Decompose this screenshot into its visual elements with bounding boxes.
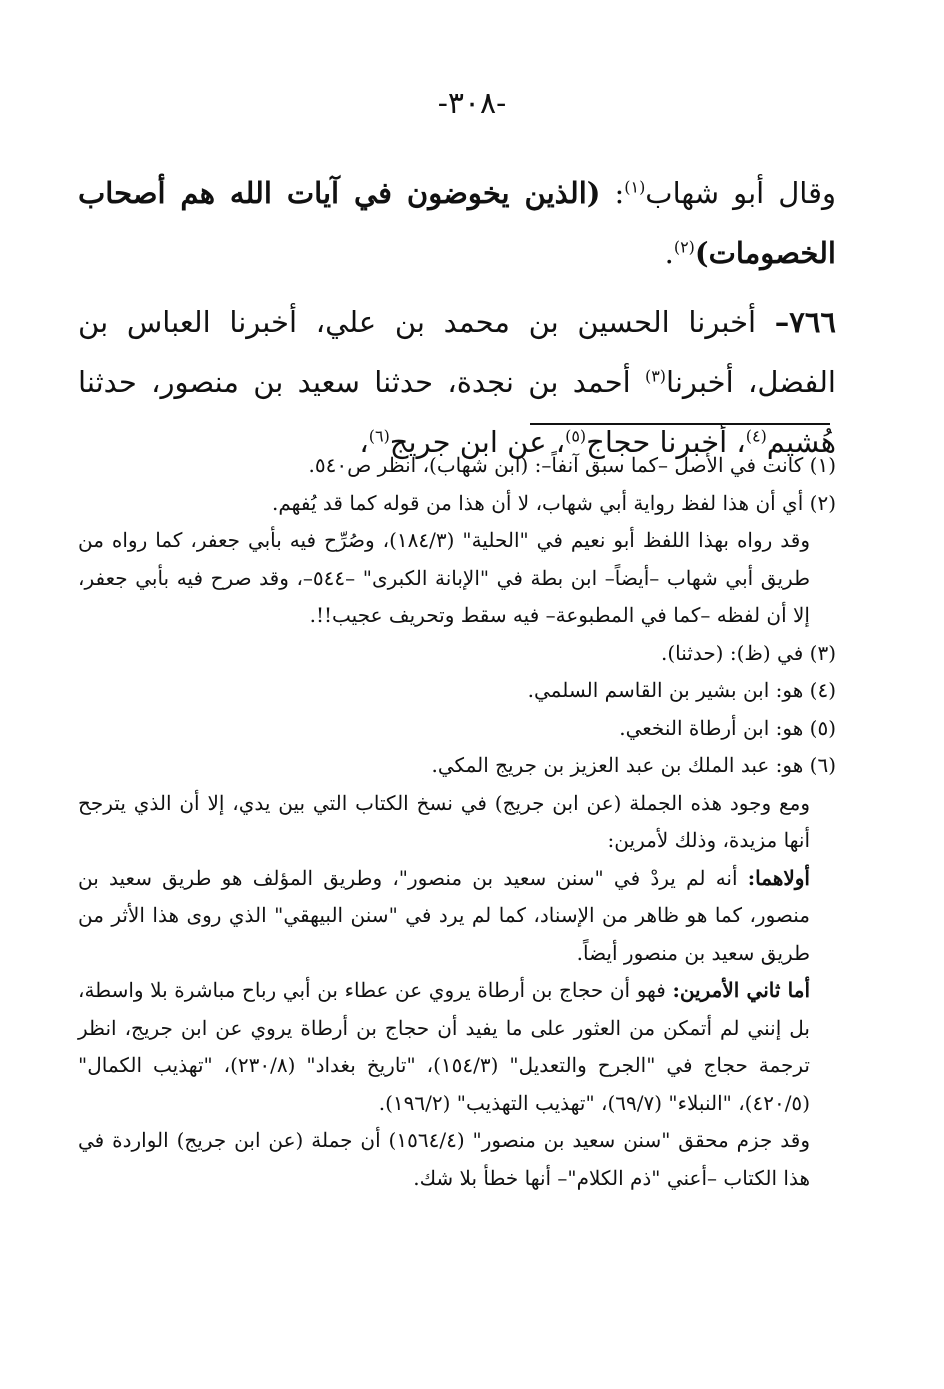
footnote-ref-1: (١) — [624, 177, 646, 197]
footnotes — [78, 447, 836, 1197]
isnad-part-1: أخبرنا الحسين بن محمد بن علي، أخبرنا العباس بن الفضل، أخبرنا — [78, 305, 836, 399]
first-reason-label: أولاهما: — [747, 865, 810, 890]
footnote-6-paragraph-1: ومع وجود هذه الجملة (عن ابن جريج) في نسخ الكتاب التي بين يدي، إلا أن الذي يترجح أنها مزيدة، وذلك لأمرين: — [78, 790, 810, 852]
footnote-1: (١) كانت في الأصل –كما سبق آنفاً–: (ابن شهاب)، انظر ص٥٤٠. — [308, 453, 836, 477]
footnote-4: (٤) هو: ابن بشير بن القاسم السلمي. — [527, 678, 836, 702]
colon: : — [600, 176, 625, 210]
quote-paragraph — [78, 163, 836, 283]
hadith-paragraph — [78, 292, 836, 472]
footnote-6-paragraph-3 — [78, 972, 836, 1122]
hadith-block — [78, 292, 836, 472]
footnote-separator — [530, 423, 830, 425]
footnote-6: (٦) هو: عبد الملك بن عبد العزيز بن جريج المكي. — [431, 753, 836, 777]
footnote-ref-4: (٤) — [745, 426, 767, 446]
isnad-part-5: ، — [359, 425, 369, 459]
footnote-3: (٣) في (ظ): (حدثنا). — [660, 640, 836, 665]
footnote-ref-5: (٥) — [565, 426, 587, 446]
isnad-part-2: أحمد بن نجدة، حدثنا سعيد بن منصور، حدثنا هُشيم — [78, 365, 836, 459]
footnote-ref-6: (٦) — [368, 426, 390, 446]
second-reason-text: فهو أن حجاج بن أرطاة يروي عن عطاء بن أبي رباح مباشرة بلا واسطة، بل إنني لم أتمكن من العثور على ما يفيد أن حجاج بن أرطاة يروي عن ابن جريج، انظر ترجمة حجاج في "الجرح والتعديل" (١٥٤/٣)، "تاريخ بغداد" (٢٣٠/٨)، "تهذيب الكمال" (٤٢٠/٥)، "النبلاء" (٦٩/٧)، "تهذيب التهذيب" (١٩٦/٢). — [78, 978, 810, 1115]
quoted-saying: (الذين يخوضون في آيات الله هم أصحاب الخصومات) — [78, 176, 836, 270]
footnote-5: (٥) هو: ابن أرطاة النخعي. — [619, 715, 836, 740]
footnote-2-continuation: وقد رواه بهذا اللفظ أبو نعيم في "الحلية" (١٨٤/٣)، وصُرِّح فيه بأبي جعفر، كما رواه من طريق أبي شهاب –أيضاً– ابن بطة في "الإبانة الكبرى" –٥٤٤–، وقد صرح فيه بأبي جعفر، إلا أن لفظه –كما في المطبوعة– فيه سقط وتحريف عجيب!!. — [78, 528, 810, 627]
first-reason-text: أنه لم يردْ في "سنن سعيد بن منصور"، وطريق المؤلف هو طريق سعيد بن منصور، كما هو ظاهر من الإسناد، كما لم يرد في "سنن البيهقي" الذي روى هذا الأثر من طريق سعيد بن منصور أيضاً. — [78, 865, 810, 965]
isnad-part-4: ، عن ابن جريج — [389, 425, 566, 459]
footnote-6-paragraph-4: وقد جزم محقق "سنن سعيد بن منصور" (١٥٦٤/٤) أن جملة (عن ابن جريج) الواردة في هذا الكتاب –أعني "ذم الكلام"– أنها خطأ بلا شك. — [78, 1128, 810, 1190]
isnad-part-3: ، أخبرنا حجاج — [586, 425, 746, 459]
footnote-ref-2: (٢) — [673, 237, 695, 257]
footnote-6-paragraph-2 — [78, 860, 836, 973]
footnote-ref-3: (٣) — [645, 366, 666, 386]
hadith-number: ٧٦٦– — [774, 305, 836, 339]
main-text — [78, 163, 836, 283]
second-reason-label: أما ثاني الأمرين: — [672, 978, 810, 1002]
sentence-end: . — [664, 236, 674, 270]
quote-intro: وقال أبو شهاب — [645, 176, 836, 210]
page-number: -٣٠٨- — [437, 86, 507, 121]
footnote-2: (٢) أي أن هذا لفظ رواية أبي شهاب، لا أن هذا من قوله كما قد يُفهم. — [272, 490, 836, 515]
